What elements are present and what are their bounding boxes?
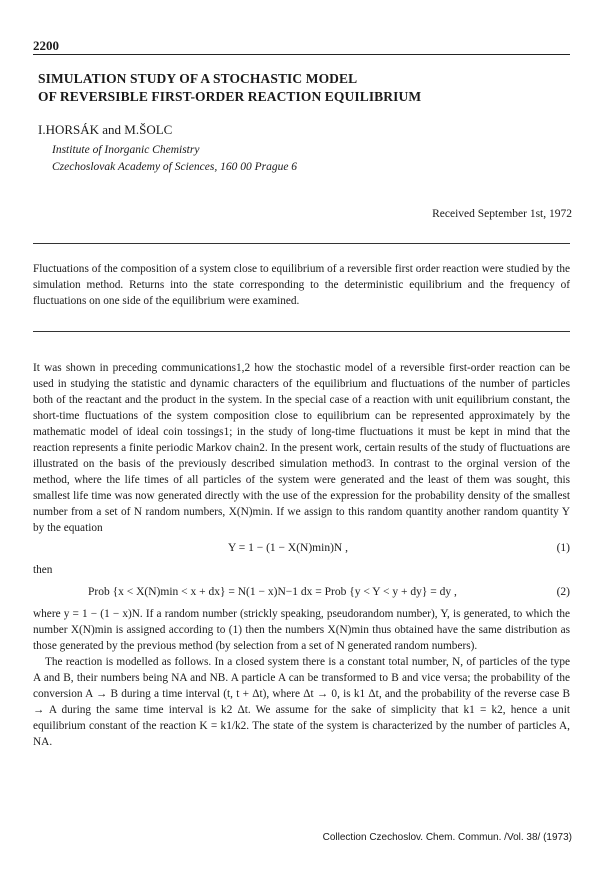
authors: I.HORSÁK and M.ŠOLC bbox=[38, 122, 173, 137]
title-line-1: SIMULATION STUDY OF A STOCHASTIC MODEL bbox=[38, 71, 358, 86]
paragraph-2: where y = 1 − (1 − x)N. If a random number (strickly speaking, pseudorandom number), Y, is generated, to which the number X(N)min is assigned according to (1) then the numbers X(N)min thus obtained have the same distribution as those generated by the previous method (by selection from a set of N generated random numbers). bbox=[33, 608, 570, 652]
equation-1 bbox=[33, 536, 570, 562]
journal-footer: Collection Czechoslov. Chem. Commun. /Vol. 38/ (1973) bbox=[322, 832, 572, 843]
equation-2-text: Prob {x < X(N)min < x + dx} = N(1 − x)N−1 dx = Prob {y < Y < y + dy} = dy , bbox=[88, 586, 457, 598]
received-date: Received September 1st, 1972 bbox=[432, 208, 572, 220]
affiliation bbox=[52, 142, 297, 176]
page-number: 2200 bbox=[33, 38, 59, 53]
abstract-bottom-rule bbox=[33, 331, 570, 332]
equation-2 bbox=[33, 578, 570, 606]
title-line-2: OF REVERSIBLE FIRST-ORDER REACTION EQUILIBRIUM bbox=[38, 89, 422, 104]
body-text bbox=[33, 360, 570, 750]
then-text: then bbox=[33, 564, 53, 576]
equation-2-number: (2) bbox=[556, 586, 570, 598]
equation-1-text: Y = 1 − (1 − X(N)min)N , bbox=[228, 542, 348, 554]
abstract: Fluctuations of the composition of a system close to equilibrium of a reversible first order reaction were studied by the simulation method. Returns into the state corresponding to the deterministic equilibrium and the frequency of fluctuations on one side of the equilibrium were examined. bbox=[33, 263, 570, 307]
abstract-top-rule bbox=[33, 243, 570, 244]
article-title bbox=[38, 70, 558, 106]
header-rule bbox=[33, 54, 570, 55]
equation-1-number: (1) bbox=[556, 542, 570, 554]
affiliation-line-2: Czechoslovak Academy of Sciences, 160 00 Prague 6 bbox=[52, 161, 298, 173]
affiliation-line-1: Institute of Inorganic Chemistry bbox=[52, 144, 200, 156]
paragraph-1: It was shown in preceding communications1,2 how the stochastic model of a reversible first-order reaction can be used in studying the statistic and dynamic characters of the equilibrium and fluctuations of the number of particles both of the reactant and the product in the system. In the special case of a reaction with unit equilibrium constant, the short-time fluctuations of the system composition close to equilibrium can be represented approximately by the mathematic model of ideal coin tossings1; in the study of long-time fluctuations it must be kept in mind that the reaction represents a finite periodic Markov chain2. In the present work, certain results of the study of fluctuations are illustrated on the basis of the previously described simulation method3. In contrast to the orginal version of the method, where the life times of all particles of the system were generated and the least of them was sought, this smallest life time was now generated directly with the use of the expression for the probability density of the smallest number from a set of N random numbers, X(N)min. If we assign to this random quantity another random quantity Y by the equation bbox=[33, 362, 570, 534]
paragraph-3: The reaction is modelled as follows. In a closed system there is a constant total number, N, of particles of the type A and B, their numbers being NA and NB. A particle A can be transformed to B and vice versa; the probability of the conversion A → B during a time interval (t, t + Δt), where Δt → 0, is k1 Δt, and the probability of the reverse case B → A during the same time interval is k2 Δt. We assume for the sake of simplicity that k1 = k2, hence a unit equilibrium constant of the reaction K = k1/k2. The state of the system is characterized by the number of particles A, NA. bbox=[33, 656, 570, 748]
